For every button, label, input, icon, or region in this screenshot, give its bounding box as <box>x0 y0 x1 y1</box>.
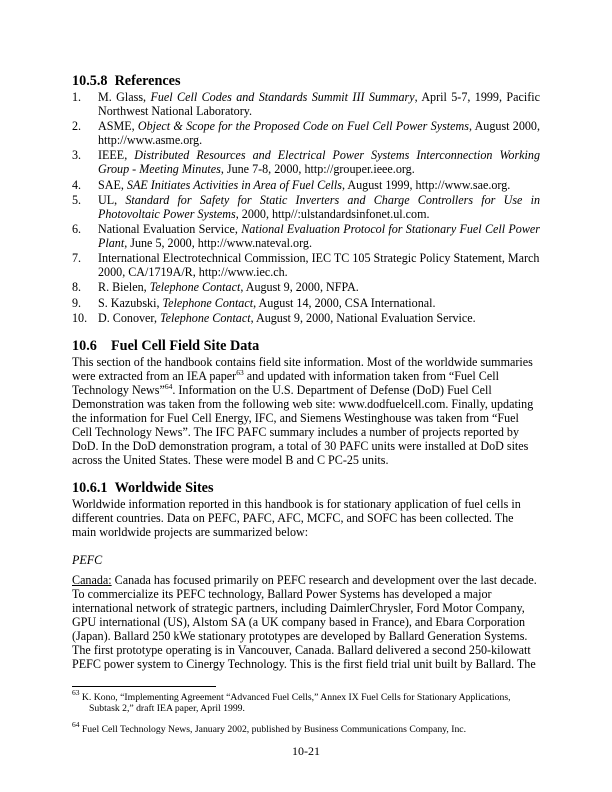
reference-item: 5. UL, Standard for Safety for Static Inverters and Charge Controllers for Use in Photovoltaic Power Systems, 2000, http//:ulstandardsinfonet.ul.com. <box>72 192 540 221</box>
section-title: Fuel Cell Field Site Data <box>111 337 260 354</box>
footnote-64: $^{64}$ Fuel Cell Technology News, January 2002, published by Business Communications Company, Inc. <box>72 719 467 735</box>
reference-item: 4. SAE, SAE Initiates Activities in Area of Fuel Cells, August 1999, http://www.sae.org. <box>72 177 511 192</box>
reference-item: 7. International Electrotechnical Commission, IEC TC 105 Strategic Policy Statement, March 2000, CA/1719A/R, http://www.iec.ch. <box>72 251 540 280</box>
footnote-63: $^{63}$ K. Kono, “Implementing Agreement “Advanced Fuel Cells,” Annex IX Fuel Cells for Stationary Applications, Subtask 2,” draft IEA paper, April 1999. <box>72 687 511 715</box>
reference-item: 9. S. Kazubski, Telephone Contact, August 14, 2000, CSA International. <box>72 295 436 310</box>
page-number: 10-21 <box>292 744 320 758</box>
canada-paragraph: Canada: Canada has focused primarily on PEFC research and development over the last decade. To commercialize its PEFC technology, Ballard Power Systems has developed a major international network of strategic partners, including DaimlerChrysler, Ford Motor Company, GPU international (US), Alstom SA (a UK company based in France), and Ebara Corporation (Japan). Ballard 250 kWe stationary prototypes are developed by Ballard Generation Systems. The first prototype operating is in Vancouver, Canada. Ballard delivered a second 250-kilowatt PEFC power system to Cinergy Technology. This is the first field trial unit built by Ballard. The <box>72 572 537 671</box>
section-number: 10.6.1 <box>72 479 108 496</box>
reference-item: 2. ASME, Object & Scope for the Proposed Code on Fuel Cell Power Systems, August 2000, http://www.asme.org. <box>72 119 540 148</box>
canada-label: Canada: <box>72 572 112 587</box>
footnote-ref-63[interactable]: 63 <box>236 367 244 377</box>
reference-item: 3. IEEE, Distributed Resources and Electrical Power Systems Interconnection Working Group - Meeting Minutes, June 7-8, 2000, http://grouper.ieee.org. <box>72 148 540 177</box>
heading-worldwide-sites <box>72 480 540 496</box>
reference-item: 1. M. Glass, Fuel Cell Codes and Standards Summit III Summary, April 5-7, 1999, Pacific Northwest National Laboratory. <box>72 90 540 118</box>
heading-references <box>72 73 540 89</box>
heading-field-site-data <box>72 338 540 354</box>
document-page <box>72 72 540 735</box>
section-title: Worldwide Sites <box>114 479 214 496</box>
section-title: References <box>114 73 181 89</box>
section-number: 10.5.8 <box>72 73 108 89</box>
reference-list <box>72 90 540 325</box>
pefc-subheading: PEFC <box>72 552 103 567</box>
reference-item: 10. D. Conover, Telephone Contact, August 9, 2000, National Evaluation Service. <box>72 310 476 325</box>
section-number: 10.6 <box>72 337 97 354</box>
reference-item: 6. National Evaluation Service, National Evaluation Protocol for Stationary Fuel Cell Power Plant, June 5, 2000, http://www.nateval.org. <box>72 221 540 250</box>
field-site-paragraph: This section of the handbook contains field site information. Most of the worldwide summaries were extracted from an IEA paper$^{63}$ and updated with information taken from “Fuel Cell Technology News”$^{64}$. Information on the U.S. Department of Defense (DoD) Fuel Cell Demonstration was taken from the following web site: www.dodfuelcell.com. Finally, updating the information for Fuel Cell Energy, IFC, and Siemens Westinghouse was taken from “Fuel Cell Technology News”. The IFC PAFC summary includes a number of projects reported by DoD. In the DoD demonstration program, a total of 30 PAFC units were installed at DoD sites across the United States. These were model B and C PC-25 units. <box>72 354 534 467</box>
footnote-divider <box>72 686 216 687</box>
reference-item: 8. R. Bielen, Telephone Contact, August 9, 2000, NFPA. <box>72 280 359 295</box>
footnote-ref-64[interactable]: 64 <box>164 381 173 391</box>
worldwide-intro-paragraph: Worldwide information reported in this handbook is for stationary application of fuel cells in different countries. Data on PEFC, PAFC, AFC, MCFC, and SOFC has been collected. The main worldwide projects are summarized below: <box>72 496 521 539</box>
